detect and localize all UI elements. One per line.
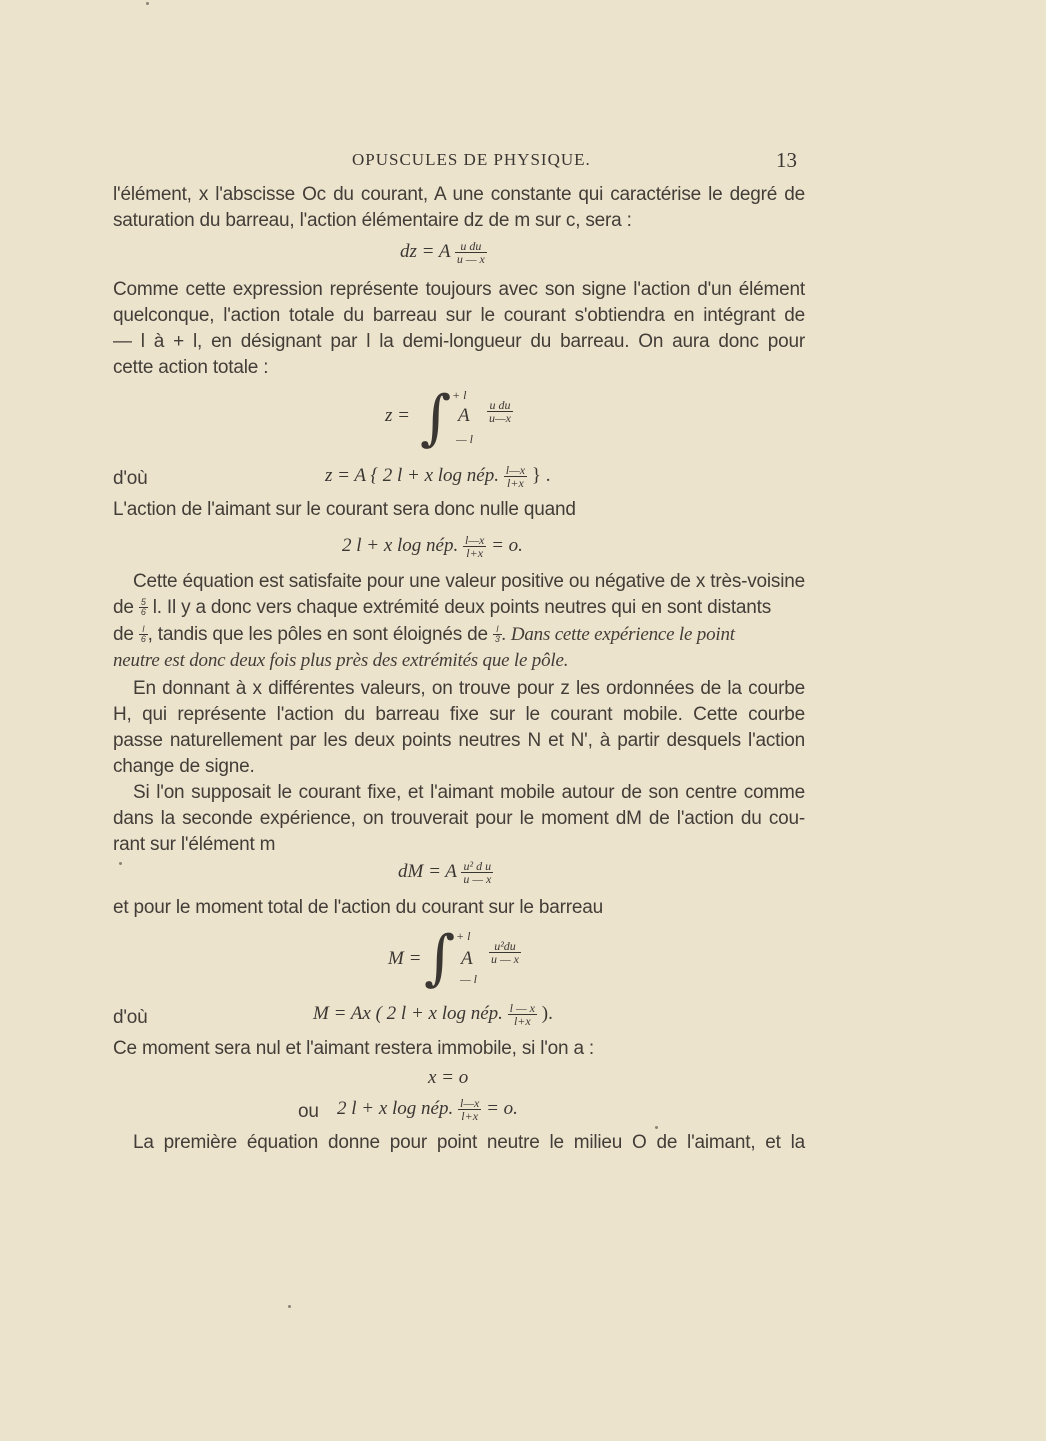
text-line: saturation du barreau, l'action élémentaire dz de m sur c, sera : (113, 210, 632, 231)
text-dou: d'où (113, 1007, 148, 1028)
paper-speck (146, 2, 149, 5)
text-line: L'action de l'aimant sur le courant sera donc nulle quand (113, 499, 576, 520)
page-number: 13 (776, 148, 797, 172)
paper-speck (288, 1305, 291, 1308)
equation-z-result: z = A { 2 l + x log nép. $\frac{l—x}{l+x}$ } . (325, 463, 551, 490)
text-line: La première équation donne pour point neutre le milieu O de l'aimant, et la (133, 1132, 805, 1153)
equation-M-A: A (461, 948, 473, 969)
paper-speck (119, 862, 122, 865)
paper-speck (655, 1126, 658, 1129)
integral-upper-limit: + l (456, 929, 471, 943)
text-line: Ce moment sera nul et l'aimant restera immobile, si l'on a : (113, 1038, 595, 1059)
running-title: OPUSCULES DE PHYSIQUE. (352, 150, 591, 169)
integral-sign: ∫ (420, 383, 452, 453)
equation-dz: dz = A $\frac{\text{u du}}{u — x}$ (400, 239, 485, 266)
text-line: Cette équation est satisfaite pour une valeur positive ou négative de x très-voisine (133, 571, 805, 592)
text-line: et pour le moment total de l'action du courant sur le barreau (113, 897, 603, 918)
equation-x-zero: x = o (428, 1067, 469, 1088)
text-line: l'élément, x l'abscisse Oc du courant, A une constante qui caractérise le degré de (113, 184, 805, 205)
text-line: passe naturellement par les deux points neutres N et N', à partir desquels l'action (113, 730, 805, 751)
equation-null-condition: 2 l + x log nép. $\frac{l—x}{l+x}$ = o. (342, 533, 523, 560)
text-line: Si l'on supposait le courant fixe, et l'aimant mobile autour de son centre comme (133, 782, 805, 803)
integral-lower-limit: — l (460, 972, 478, 986)
integral-upper-limit: + l (452, 388, 467, 402)
equation-z-A: A (458, 405, 470, 426)
equation-M-lhs: M = (388, 948, 422, 969)
text-line: rant sur l'élément m (113, 834, 276, 855)
text-line-fraction: de $\frac{l}{6}$ , tandis que les pôles en sont éloignés de $\frac{l}{3}$ . Dans cette expérience le point (113, 624, 735, 645)
equation-second-condition: 2 l + x log nép. $\frac{l—x}{l+x}$ = o. (337, 1096, 518, 1123)
text-line: cette action totale : (113, 357, 269, 378)
equation-z-lhs: z = (385, 405, 410, 426)
equation-M-fraction: $\frac{\text{u²du}}{u — x}$ (491, 939, 519, 966)
text-line: H, qui représente l'action du barreau fixe sur le courant mobile. Cette courbe (113, 704, 805, 725)
text-line: quelconque, l'action totale du barreau sur le courant s'obtiendra en intégrant de (113, 305, 805, 326)
equation-dM: dM = A $\frac{\text{u² d u}}{u — x}$ (398, 859, 492, 886)
equation-z-fraction: $\frac{\text{u du}}{u—x}$ (489, 398, 511, 425)
text-line: change de signe. (113, 756, 255, 777)
text-line-fraction: de $\frac{5}{6}$ l. Il y a donc vers chaque extrémité deux points neutres qui en sont distants (113, 597, 772, 618)
integral-sign: ∫ (424, 923, 456, 993)
text-ou: ou (298, 1101, 319, 1122)
text-line: Comme cette expression représente toujours avec son signe l'action d'un élément (113, 279, 805, 300)
text-dou: d'où (113, 468, 148, 489)
text-line: — l à + l, en désignant par l la demi-longueur du barreau. On aura donc pour (113, 331, 805, 352)
text-line: En donnant à x différentes valeurs, on trouve pour z les ordonnées de la courbe (133, 678, 805, 699)
equation-M-result: M = Ax ( 2 l + x log nép. $\frac{l — x}{l+x}$ ). (313, 1001, 553, 1028)
text-line-italic: neutre est donc deux fois plus près des extrémités que le pôle. (113, 650, 569, 671)
integral-lower-limit: — l (456, 432, 474, 446)
text-line: dans la seconde expérience, on trouverait pour le moment dM de l'action du cou- (113, 808, 805, 829)
